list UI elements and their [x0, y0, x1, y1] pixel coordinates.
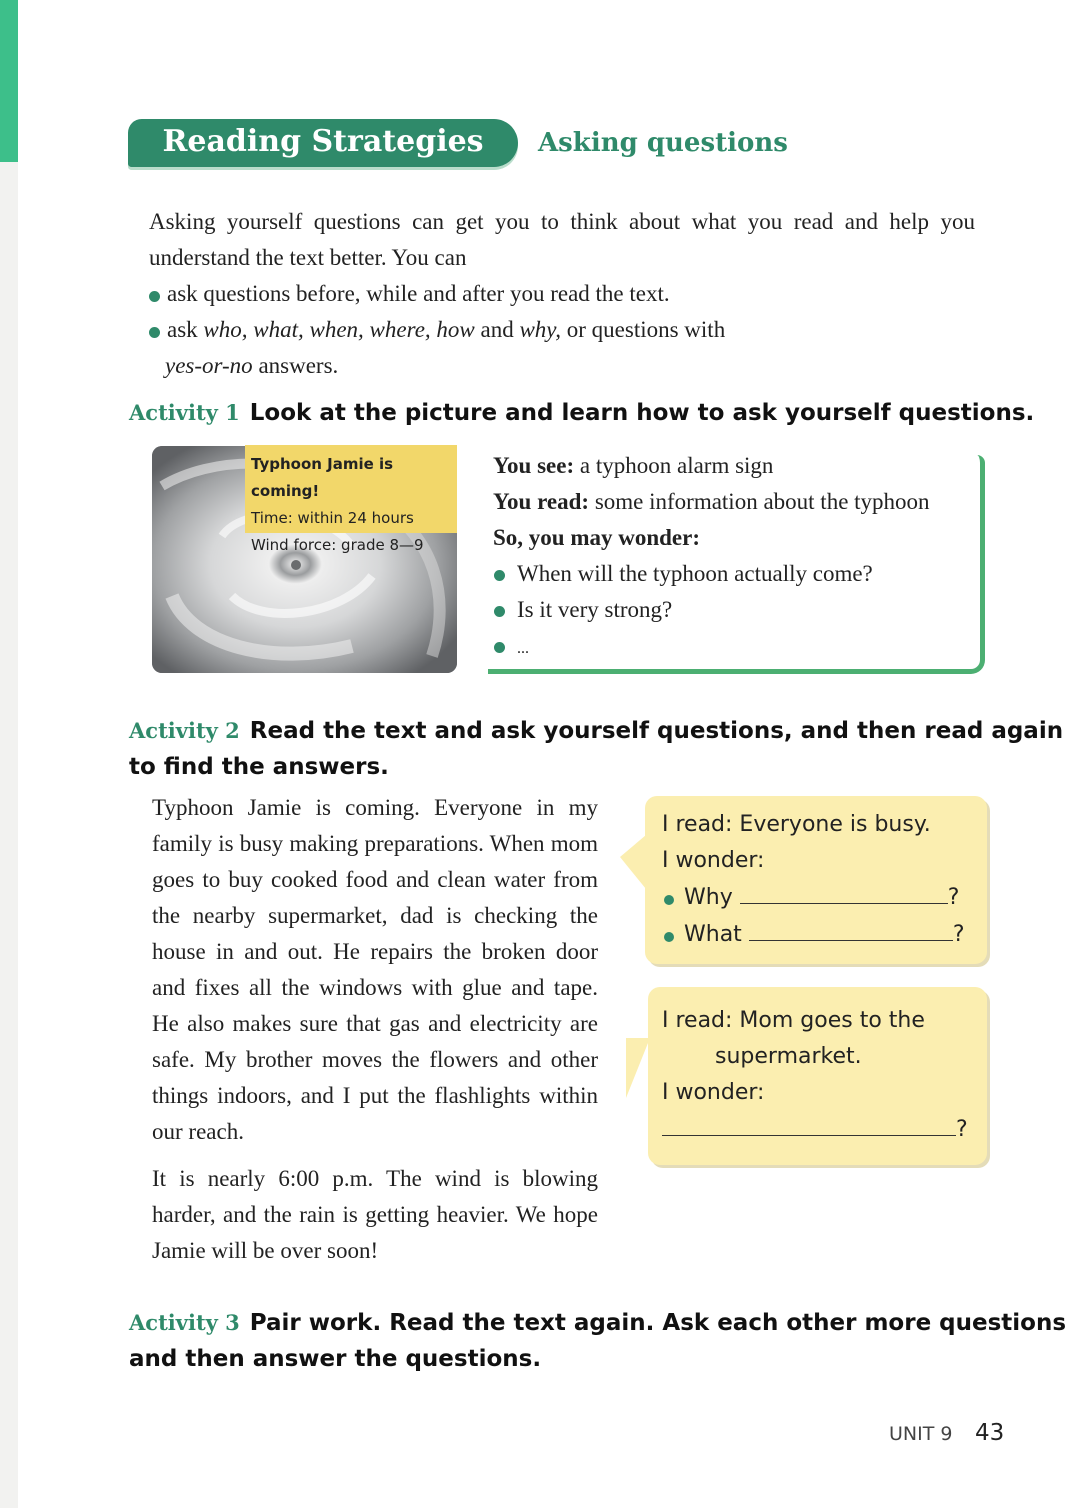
speech-bubble-1 [645, 796, 987, 964]
bubble2-read: I read: Mom goes to the [662, 1008, 925, 1033]
bullet-dot-icon [149, 291, 160, 302]
wonder-question-3: ... [493, 628, 963, 667]
page-number: 43 [975, 1420, 1005, 1446]
intro-bullet-2-cont: yes-or-no answers. [165, 353, 339, 378]
typhoon-alarm-sign [245, 445, 457, 554]
why-answer-blank[interactable] [740, 879, 948, 904]
activity2-instruction-2: to find the answers. [129, 754, 389, 780]
question-answer-blank[interactable] [662, 1111, 956, 1136]
speech-bubble-2 [648, 987, 987, 1165]
bullet-dot-icon [494, 606, 505, 617]
story-paragraph-1: Typhoon Jamie is coming. Everyone in my family is busy making preparations. When mom goes to buy cooked food and clean water from the nearby supermarket, dad is checking the house in and out. He repairs the broken door and fixes all the windows with glue and tape. He also makes sure that gas and electricity are safe. My brother moves the flowers and other things indoors, and I put the flashlights within our reach. [152, 795, 598, 1144]
activity1-heading [129, 395, 1034, 431]
bubble1-why-row: Why ? [662, 879, 987, 916]
bullet-dot-icon [664, 895, 674, 905]
bubble2-wonder: I wonder: [662, 1080, 765, 1105]
activity1-instruction: Look at the picture and learn how to ask yourself questions. [249, 400, 1035, 426]
activity2-instruction-1: Read the text and ask yourself questions, and then read again [249, 718, 1064, 744]
page-edge-tab [0, 0, 18, 162]
bullet-dot-icon [149, 327, 160, 338]
bubble1-read: I read: Everyone is busy. [662, 812, 931, 837]
speech-bubble-tail [620, 835, 646, 889]
bullet-dot-icon [494, 570, 505, 581]
activity3-label: Activity 3 [129, 1310, 240, 1335]
intro-text [149, 204, 975, 384]
bubble2-read-cont: supermarket. [715, 1044, 862, 1069]
bubble2-blank-row: ? [662, 1111, 987, 1148]
bullet-dot-icon [664, 932, 674, 942]
activity3-heading [129, 1305, 1066, 1377]
page-edge-strip [0, 0, 18, 1508]
activity3-instruction-2: and then answer the questions. [129, 1346, 542, 1372]
you-may-wonder-line: So, you may wonder: [493, 525, 701, 550]
intro-bullet-2: ask who, what, when, where, how and why, or questions with [149, 312, 975, 348]
what-answer-blank[interactable] [749, 916, 953, 941]
story-text [152, 790, 598, 1269]
activity1-label: Activity 1 [129, 400, 240, 425]
wonder-question-2: Is it very strong? [493, 592, 963, 628]
wonder-question-1: When will the typhoon actually come? [493, 556, 963, 592]
sign-wind: Wind force: grade 8—9 [251, 536, 424, 554]
footer-unit: UNIT 9 [889, 1423, 953, 1445]
bullet-dot-icon [494, 642, 505, 653]
you-see-line: You see: a typhoon alarm sign [493, 453, 774, 478]
activity2-heading [129, 713, 1063, 785]
bubble1-what-row: What ? [662, 916, 987, 953]
section-subtitle: Asking questions [538, 128, 788, 158]
story-paragraph-2: It is nearly 6:00 p.m. The wind is blowing harder, and the rain is getting heavier. We hope Jamie will be over soon! [152, 1166, 598, 1263]
section-banner [128, 119, 518, 167]
sign-time: Time: within 24 hours [251, 509, 414, 527]
speech-bubble-tail [626, 1038, 650, 1098]
sign-title: Typhoon Jamie is coming! [251, 455, 394, 500]
activity3-instruction-1: Pair work. Read the text again. Ask each other more questions [249, 1310, 1067, 1336]
activity2-label: Activity 2 [129, 718, 240, 743]
bubble1-wonder: I wonder: [662, 848, 765, 873]
intro-bullet-1: ask questions before, while and after you read the text. [149, 276, 975, 312]
you-read-line: You read: some information about the typhoon [493, 489, 930, 514]
intro-paragraph: Asking yourself questions can get you to think about what you read and help you understand the text better. You can [149, 209, 975, 270]
section-title: Reading Strategies [162, 124, 484, 159]
wonder-box [493, 448, 963, 667]
